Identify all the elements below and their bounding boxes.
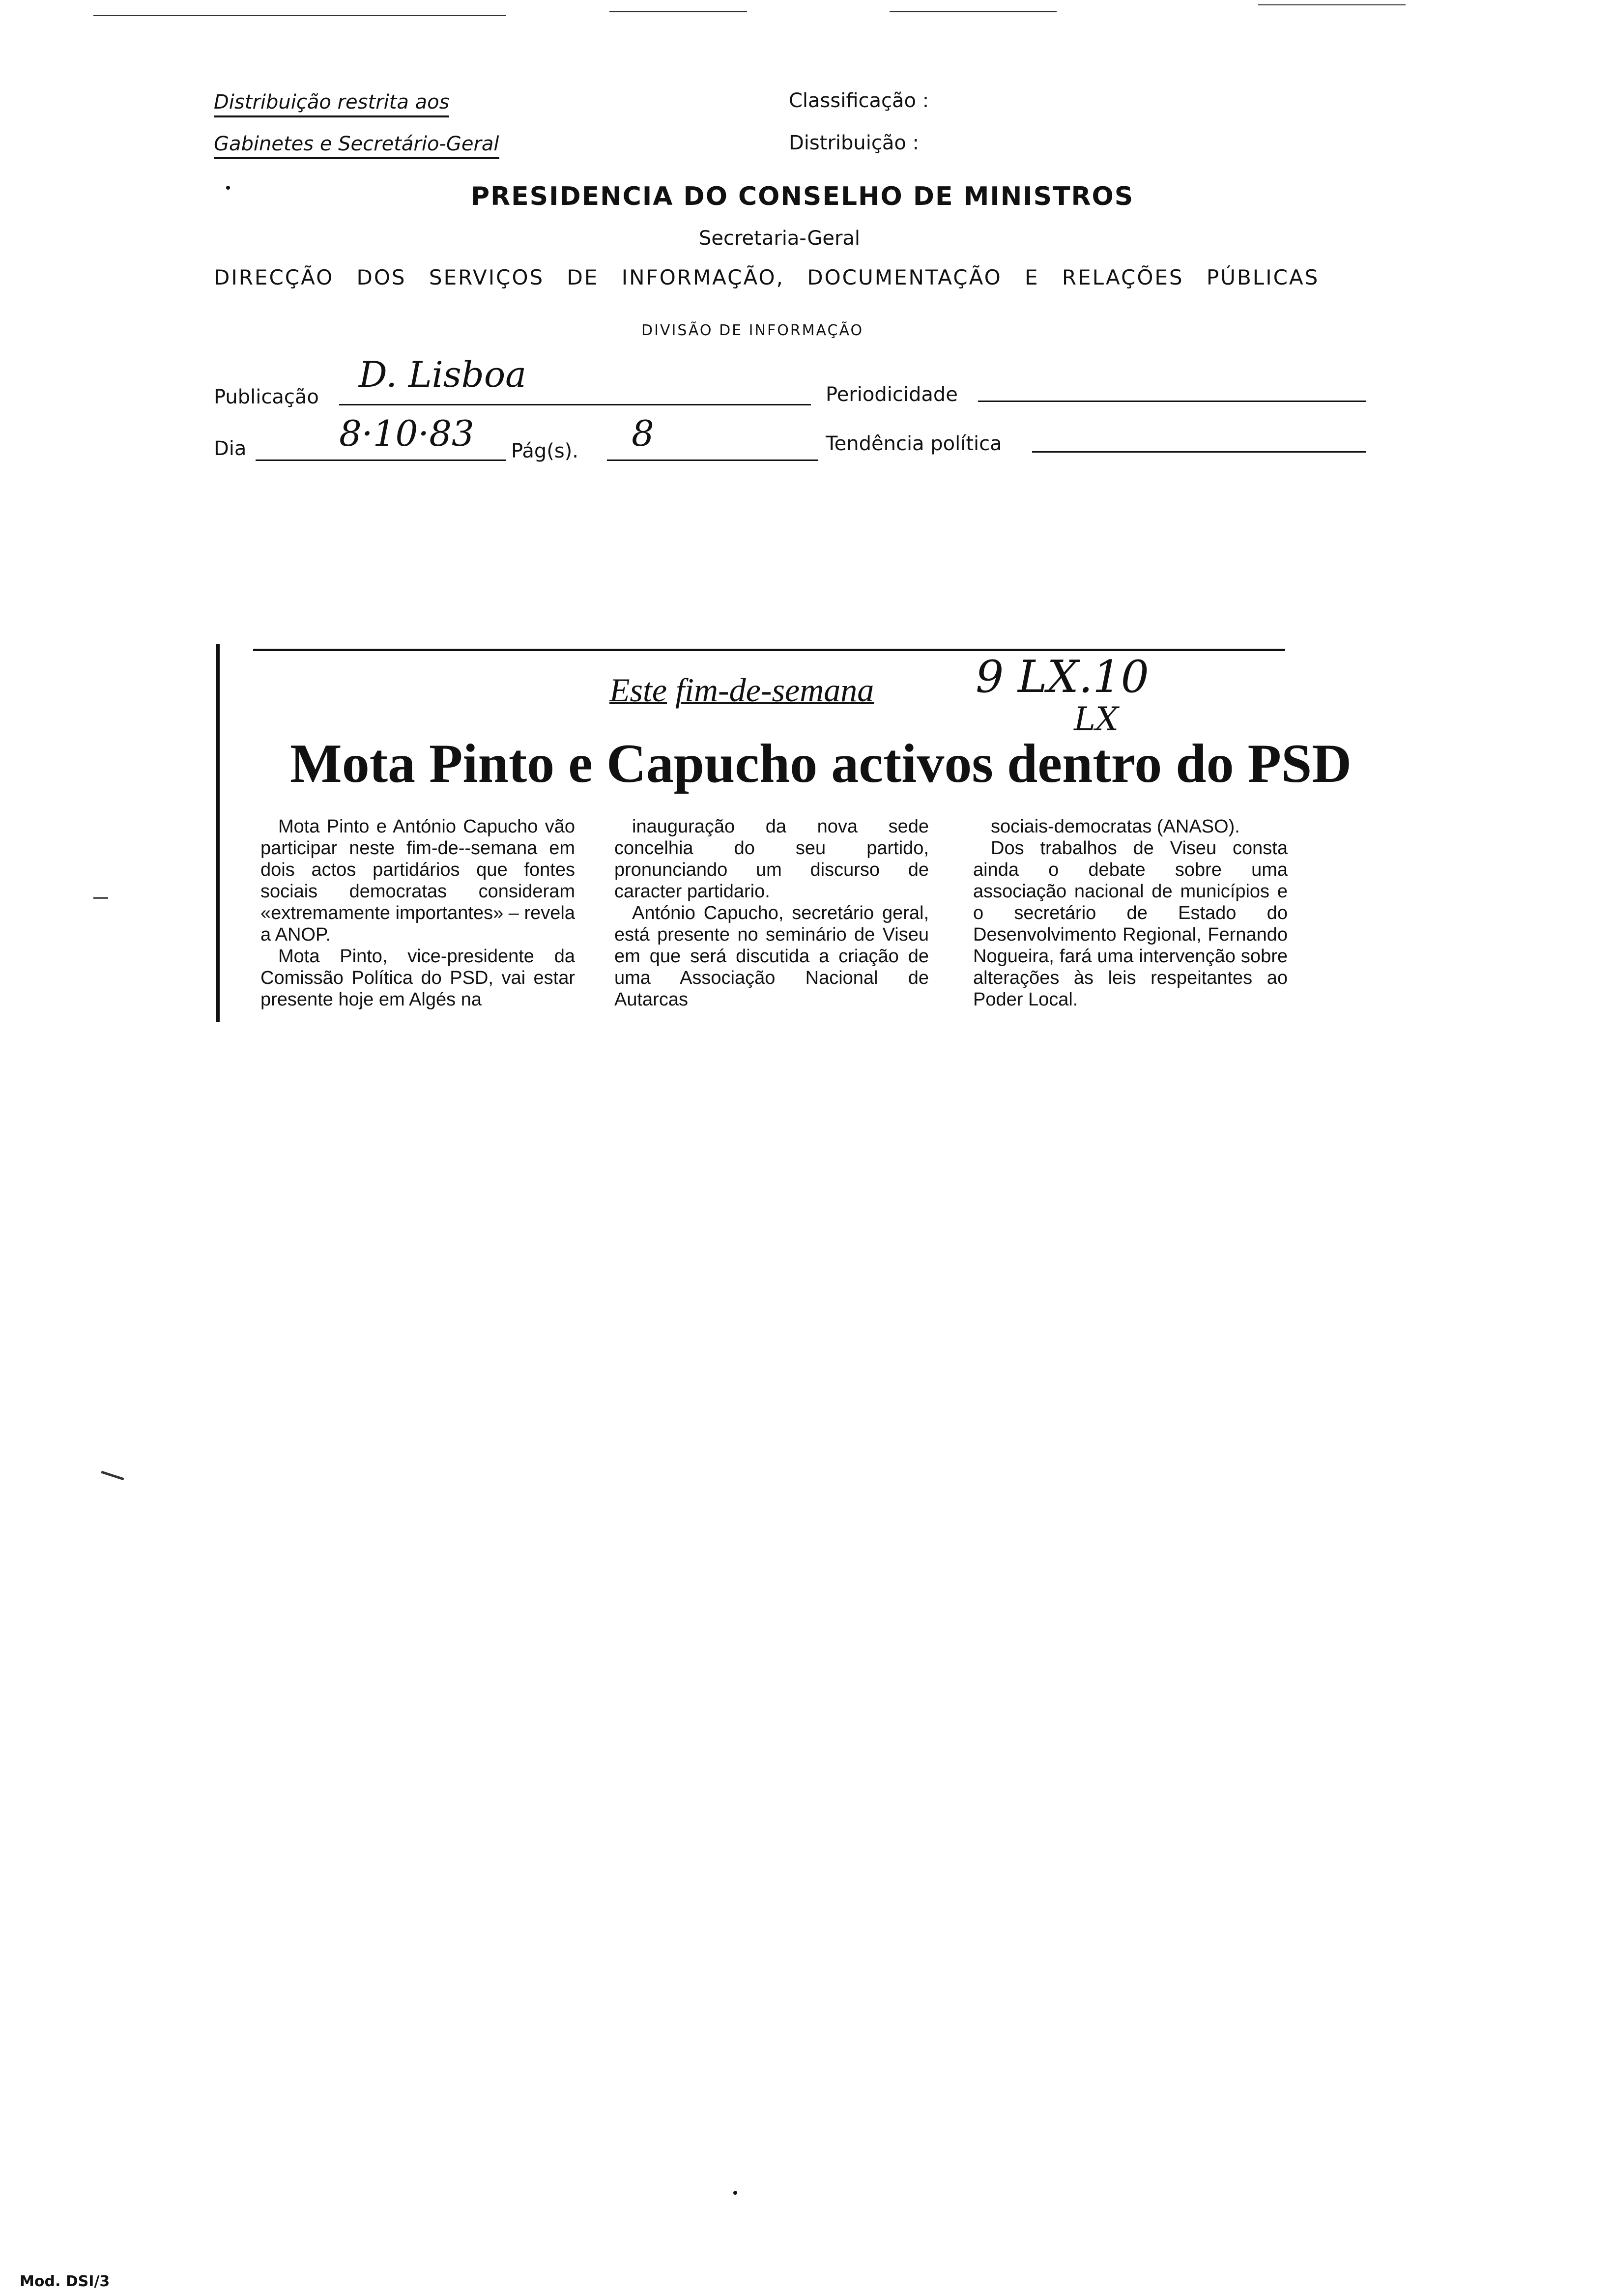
paragraph: Dos trabalhos de Viseu consta ainda o debate sobre uma associação nacional de municípios e o secretário de Estado do Desenvolvimento Regional, Fernando Nogueira, fará uma intervenção sobre alterações às leis respeitantes ao Poder Local. <box>973 838 1288 1010</box>
headline: Mota Pinto e Capucho activos dentro do PSD <box>290 733 1352 794</box>
article-column-3 <box>973 816 1288 1010</box>
scan-edge-line <box>93 15 506 16</box>
clipping-left-border <box>216 644 220 1022</box>
scan-mark <box>93 897 108 899</box>
article-column-1 <box>260 816 575 1010</box>
paragraph: António Capucho, secretário geral, está presente no seminário de Viseu em que será discutida a criação de uma Associação Nacional de Autarcas <box>614 903 929 1010</box>
pages-rule <box>607 459 818 461</box>
stray-dot <box>733 2191 737 2195</box>
paragraph: inauguração da nova sede concelhia do seu partido, pronunciando um discurso de caracter partidario. <box>614 816 929 902</box>
paragraph: sociais-democratas (ANASO). <box>991 816 1240 837</box>
publication-rule <box>339 404 811 405</box>
directorate-title: DIRECÇÃO DOS SERVIÇOS DE INFORMAÇÃO, DOCUMENTAÇÃO E RELAÇÕES PÚBLICAS <box>214 265 1320 289</box>
day-rule <box>256 459 506 461</box>
distribution-label: Distribuição : <box>789 132 920 154</box>
periodicity-rule <box>978 401 1366 402</box>
paragraph: Mota Pinto e António Capucho vão participar neste fim-de--semana em dois actos partidários que fontes sociais democratas consideram «extremamente importantes» – revela a ANOP. <box>260 816 575 945</box>
publication-label: Publicação <box>214 386 319 408</box>
publication-value: D. Lisboa <box>359 354 527 395</box>
pages-label: Pág(s). <box>511 440 578 462</box>
tendency-label: Tendência política <box>826 432 1002 455</box>
scan-mark <box>101 1471 124 1481</box>
division-title: DIVISÃO DE INFORMAÇÃO <box>641 322 864 339</box>
classification-label: Classificação : <box>789 89 929 112</box>
handwritten-mark: LX <box>1074 700 1119 738</box>
institution-title: PRESIDENCIA DO CONSELHO DE MINISTROS <box>471 182 1134 211</box>
scan-edge-line <box>609 11 747 12</box>
distribution-line-1: Distribuição restrita aos <box>214 91 449 114</box>
distribution-line-2: Gabinetes e Secretário-Geral <box>214 133 499 155</box>
scan-edge-line <box>890 11 1057 12</box>
day-value: 8·10·83 <box>339 413 474 454</box>
paragraph: Mota Pinto, vice-presidente da Comissão Política do PSD, vai estar presente hoje em Algés na <box>260 946 575 1010</box>
institution-subtitle: Secretaria-Geral <box>699 227 861 250</box>
pages-value: 8 <box>632 413 654 454</box>
handwritten-note: 9 LX.10 <box>976 651 1149 703</box>
periodicity-label: Periodicidade <box>826 383 958 406</box>
scan-edge-line <box>1258 4 1406 5</box>
form-code: Mod. DSI/3 <box>20 2273 110 2290</box>
tendency-rule <box>1032 451 1366 453</box>
day-label: Dia <box>214 437 247 460</box>
kicker: Este fim-de-semana <box>609 671 874 709</box>
article-column-2 <box>614 816 929 1010</box>
stray-dot <box>226 186 230 190</box>
